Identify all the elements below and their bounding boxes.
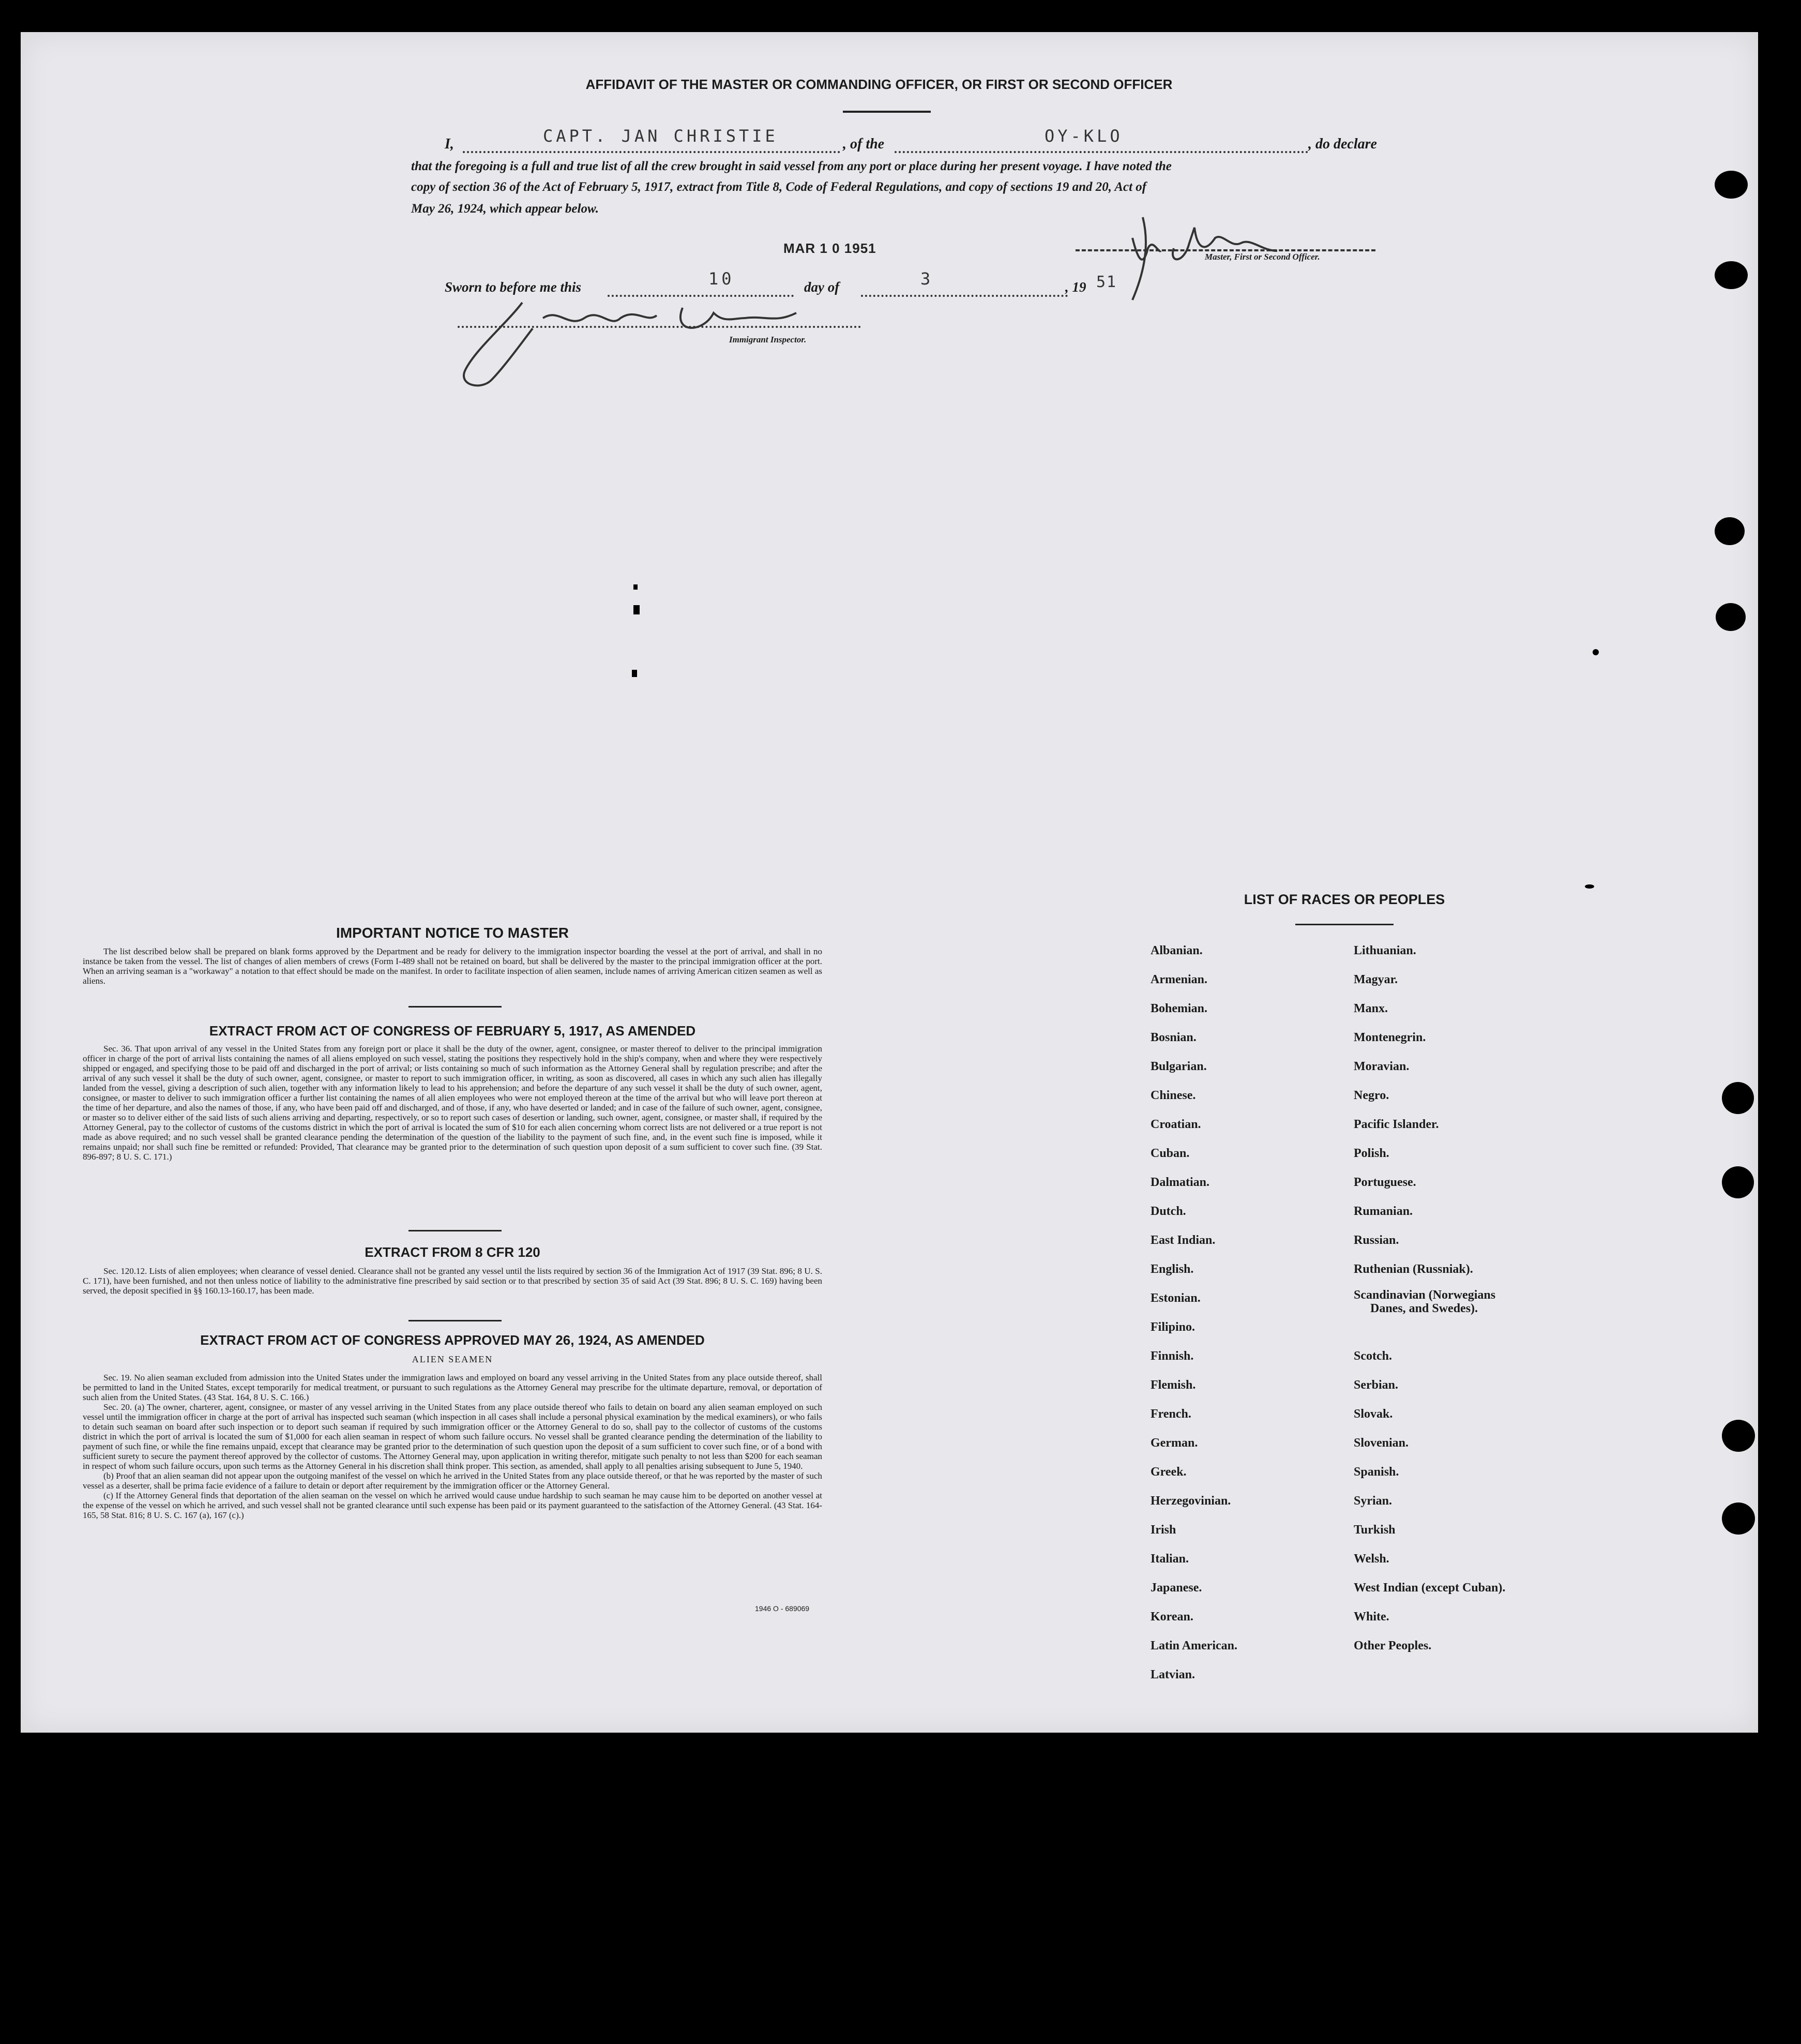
race-item: Danes, and Swedes). [1370,1302,1478,1315]
extract-1924-subtitle: ALIEN SEAMEN [412,1354,493,1364]
ink-speck [633,584,638,590]
race-item: Russian. [1354,1234,1399,1247]
race-item: Lithuanian. [1354,944,1416,957]
sworn-month-handwritten: 3 [920,269,934,289]
extract-1924-body [83,1373,822,1520]
extract-1924-title: EXTRACT FROM ACT OF CONGRESS APPROVED MAY 26, 1924, AS AMENDED [200,1332,705,1348]
punch-hole [1715,261,1748,289]
race-item: West Indian (except Cuban). [1354,1581,1506,1595]
race-item: Bosnian. [1151,1031,1197,1044]
race-item: German. [1151,1436,1198,1450]
punch-hole [1716,603,1746,631]
race-item: Greek. [1151,1465,1187,1479]
race-item: Scotch. [1354,1349,1392,1363]
ink-speck [633,605,640,614]
ink-speck [632,670,637,677]
race-item: Other Peoples. [1354,1639,1432,1652]
vessel-name-handwritten: OY-KLO [1045,126,1123,146]
race-item: Filipino. [1151,1320,1195,1334]
race-item: East Indian. [1151,1234,1216,1247]
i-label: I, [445,136,454,152]
race-item: English. [1151,1263,1194,1276]
punch-hole [1722,1502,1755,1535]
race-item: Irish [1151,1523,1176,1537]
section-20b-text: (b) Proof that an alien seaman did not appear upon the outgoing manifest of the vessel on which he arrived in the United States from any place outside thereof, or that he was reported by the master of such vessel as a deserter, shall be prima facie evidence of a failure to detain or deport after requirement by the immigration officer or the Attorney General. [83,1471,822,1491]
notice-text: The list described below shall be prepared on blank forms approved by the Department and be ready for delivery to the immigration inspector boarding the vessel at the port of arrival, and shall in no instance be taken from the vessel. The list of changes of alien members of crews (Form I-489 shall not be retained on board, but shall be delivered by the master to the principal immigration officer at the port. When an arriving seaman is a "workaway" a notation to that effect should be made on the manifest. In order to facilitate inspection of alien seamen, include names of arriving American citizen seamen as well as aliens. [83,946,822,986]
race-item: Spanish. [1354,1465,1399,1479]
punch-hole [1715,517,1745,545]
ink-speck [1593,649,1599,655]
race-item: Flemish. [1151,1378,1196,1392]
race-item: Bulgarian. [1151,1060,1207,1073]
sworn-month-line [861,279,1068,297]
year-prefix: , 19 [1065,279,1086,295]
races-title-underline [1295,924,1394,925]
race-item: Slovak. [1354,1407,1393,1421]
extract-1917-text: Sec. 36. That upon arrival of any vessel in the United States from any foreign port or place it shall be the duty of the owner, agent, consignee, or master thereof to deliver to the principal immigration officer in charge of the port of arrival lists containing the names of all aliens employed on such vessel, stating the positions they respectively hold in the ship's company, when and where they were respectively shipped or engaged, and specifying those to be paid off and discharged in the port of arrival; or lists containing so much of such information as the Attorney General shall by regulation prescribe; and after the arrival of any such vessel it shall be the duty of such owner, agent, consignee, or master to report to such immigration officer, in writing, as soon as discovered, all cases in which any such alien has illegally landed from the vessel, giving a description of such alien, together with any information likely to lead to his apprehension; and before the departure of any such vessel it shall be the duty of such owner, agent, consignee, or master to deliver to such immigration officer a further list containing the names of all alien employees who were not employed thereon at the time of the arrival but who will leave port thereon at the time of her departure, and also the names of those, if any, who have been paid off and discharged, and of those, if any, who have deserted or landed; and in case of the failure of such owner, agent, consignee, or master so to deliver either of the said lists of such aliens arriving and departing, respectively, or so to report such cases of desertion or landing, such owner, agent, consignee, or master shall, if required by the Attorney General, pay to the collector of customs of the customs district in which the port of arrival is located the sum of $10 for each alien concerning whom correct lists are not delivered or a true report is not made as above required; and no such vessel shall be granted clearance pending the determination of the question of the liability to the payment of such fine, and, in the event such fine is imposed, while it remains unpaid; nor shall such fine be remitted or refunded: Provided, That clearance may be granted prior to the determination of such question upon deposit of a sum sufficient to cover such fine. (39 Stat. 896-897; 8 U. S. C. 171.) [83,1044,822,1162]
ink-speck [1585,884,1594,889]
do-declare-label: , do declare [1308,136,1377,152]
race-item: Albanian. [1151,944,1203,957]
year-handwritten: 51 [1096,273,1117,291]
race-item: Latvian. [1151,1668,1195,1681]
race-item: Manx. [1354,1002,1388,1015]
punch-hole [1722,1166,1754,1198]
race-item: Dalmatian. [1151,1176,1209,1189]
section-20c-text: (c) If the Attorney General finds that deportation of the alien seaman on the vessel on which he arrived would cause undue hardship to such seaman he may cause him to be deported on another vessel at the expense of the vessel on which he arrived, and such vessel shall not be granted clearance until such expense has been paid or its payment guaranteed to the satisfaction of the Attorney General. (43 Stat. 164-165, 58 Stat. 816; 8 U. S. C. 167 (a), 167 (c).) [83,1491,822,1520]
inspector-line [458,310,861,328]
extract-1917-title: EXTRACT FROM ACT OF CONGRESS OF FEBRUARY 5, 1917, AS AMENDED [209,1023,696,1039]
print-code: 1946 O - 689069 [755,1604,810,1613]
race-item: Serbian. [1354,1378,1399,1392]
race-item: Latin American. [1151,1639,1237,1652]
race-item: White. [1354,1610,1389,1624]
notice-divider [408,1006,502,1008]
race-item: Bohemian. [1151,1002,1208,1015]
sworn-day-handwritten: 10 [708,269,735,289]
officer-name-handwritten: CAPT. JAN CHRISTIE [543,126,778,146]
race-item: Japanese. [1151,1581,1202,1595]
race-item: Ruthenian (Russniak). [1354,1263,1473,1276]
notice-title: IMPORTANT NOTICE TO MASTER [336,925,569,941]
race-item: Pacific Islander. [1354,1118,1439,1131]
race-item: French. [1151,1407,1191,1421]
sworn-label: Sworn to before me this [445,279,582,295]
punch-hole [1715,171,1748,199]
title-underline [843,111,931,113]
day-of-label: day of [804,279,840,295]
race-item: Cuban. [1151,1147,1190,1160]
race-item: Polish. [1354,1147,1389,1160]
race-item: Slovenian. [1354,1436,1409,1450]
section-19-text: Sec. 19. No alien seaman excluded from admission into the United States under the immigration laws and employed on board any vessel arriving in the United States from any place outside thereof, shall be permitted to land in the United States, except temporarily for medical treatment, or pursuant to such regulations as the Attorney General may prescribe for the ultimate departure, removal, or deportation of such alien from the United States. (43 Stat. 164, 8 U. S. C. 166.) [83,1373,822,1402]
race-item: Welsh. [1354,1552,1389,1566]
declaration-line-3: May 26, 1924, which appear below. [411,202,599,216]
of-the-label: , of the [843,136,885,152]
race-item: Dutch. [1151,1205,1186,1218]
declaration-line-1: that the foregoing is a full and true list of all the crew brought in said vessel from any port or place during her present voyage. I have noted the [411,159,1172,173]
race-item: Finnish. [1151,1349,1194,1363]
race-item: Armenian. [1151,973,1207,986]
inspector-signature [414,287,879,401]
races-title: LIST OF RACES OR PEOPLES [1244,892,1445,907]
race-item: Montenegrin. [1354,1031,1426,1044]
race-item: Chinese. [1151,1089,1196,1102]
race-item: Scandinavian (Norwegians [1354,1288,1496,1302]
race-item: Italian. [1151,1552,1189,1566]
declaration-line-2: copy of section 36 of the Act of February 5, 1917, extract from Title 8, Code of Federal Regulations, and copy of sections 19 and 20, Act of [411,180,1147,194]
master-signature-line [1076,234,1375,251]
date-stamp: MAR 1 0 1951 [783,241,876,256]
punch-hole [1722,1082,1754,1114]
race-item: Syrian. [1354,1494,1393,1508]
race-item: Rumanian. [1354,1205,1413,1218]
race-item: Turkish [1354,1523,1396,1537]
extract-cfr-text: Sec. 120.12. Lists of alien employees; when clearance of vessel denied. Clearance shall not be granted any vessel until the lists required by section 36 of the Immigration Act of 1917 (39 Stat. 896; 8 U. S. C. 171), have been furnished, and not then unless notice of liability to the administrative fine prescribed by said section or to that prescribed by section 35 of said Act (39 Stat. 896; 8 U. S. C. 169) having been served, the deposit specified in §§ 160.13-160.17, has been made. [83,1266,822,1296]
race-item: Herzegovinian. [1151,1494,1231,1508]
extract-cfr-divider [408,1320,502,1321]
race-item: Portuguese. [1354,1176,1416,1189]
affidavit-title: AFFIDAVIT OF THE MASTER OR COMMANDING OFFICER, OR FIRST OR SECOND OFFICER [585,77,1173,92]
extract-1917-divider [408,1230,502,1231]
race-item: Estonian. [1151,1291,1201,1305]
extract-cfr-title: EXTRACT FROM 8 CFR 120 [365,1244,540,1260]
race-item: Korean. [1151,1610,1193,1624]
race-item: Moravian. [1354,1060,1410,1073]
race-item: Magyar. [1354,973,1398,986]
race-item: Croatian. [1151,1118,1201,1131]
inspector-label: Immigrant Inspector. [729,335,807,344]
section-20a-text: Sec. 20. (a) The owner, charterer, agent, consignee, or master of any vessel arriving in the United States from any place outside thereof who fails to detain on board any alien seaman employed on such vessel until the immigration officer in charge at the port of arrival has inspected such seaman (which inspection in all cases shall include a personal physical examination by the medical examiners), or who fails to detain such seaman on board after such inspection or to deport such seaman if required by such immigration officer or the Attorney General to do so, shall pay to the collector of customs of the customs district in which the port of arrival is located the sum of $1,000 for each alien seaman in respect of whom such failure occurs. No vessel shall be granted clearance pending the determination of the liability to payment of such fine, or while the fine remains unpaid, except that clearance may be granted prior to the determination of such question upon the deposit of a sum sufficient to cover such fine, or of a bond with sufficient surety to secure the payment thereof approved by the collector of customs. The Attorney General may, upon application in writing therefor, mitigate such penalty to not less than $200 for each seaman in respect of whom such failure occurs, upon such terms as the Attorney General in his discretion shall think proper. This section, as amended, shall apply to all penalties arising subsequent to June 5, 1940. [83,1402,822,1471]
master-label: Master, First or Second Officer. [1205,252,1320,262]
race-item: Negro. [1354,1089,1389,1102]
punch-hole [1722,1420,1755,1452]
